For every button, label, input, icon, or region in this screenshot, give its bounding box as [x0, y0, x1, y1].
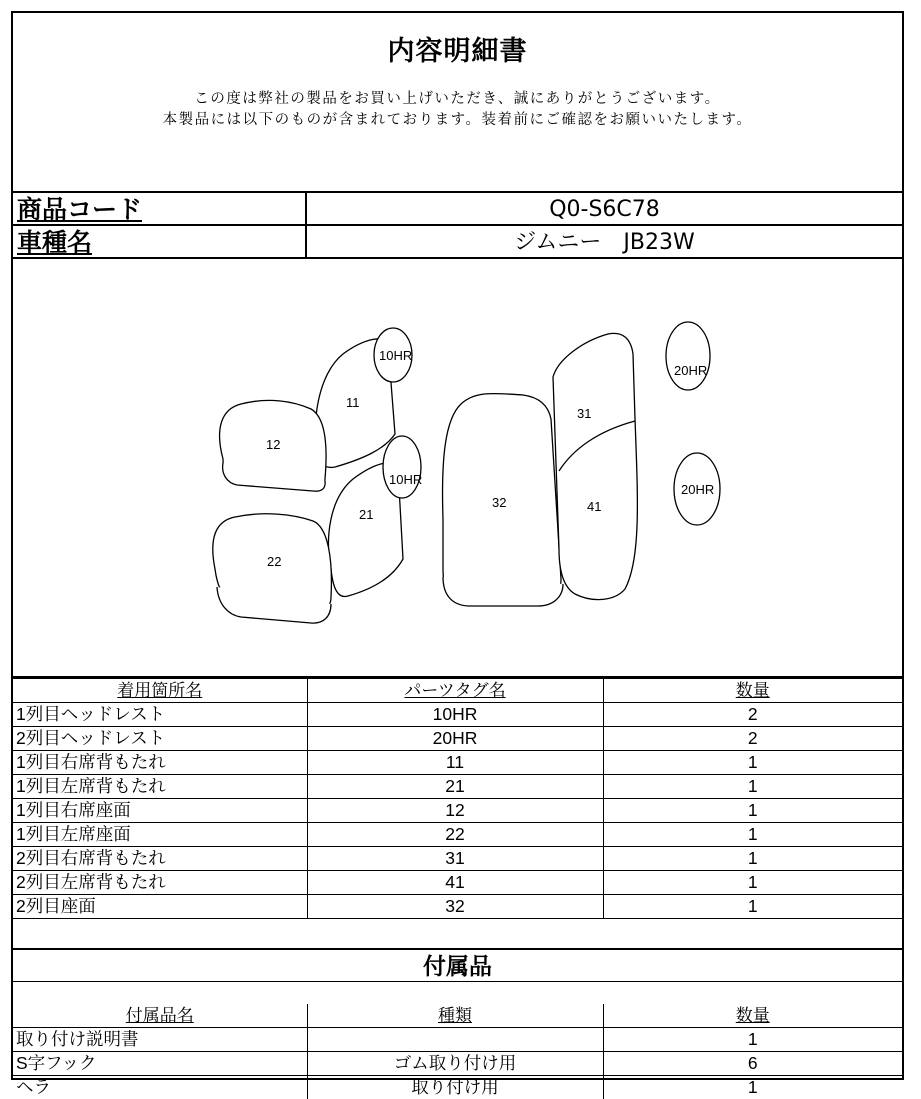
part-qty: 1 — [603, 895, 902, 919]
seat-diagram-svg — [13, 259, 902, 676]
table-row — [13, 895, 902, 919]
accessory-name: ヘラ — [13, 1076, 307, 1099]
part-qty: 1 — [603, 751, 902, 775]
diagram-label-41: 41 — [587, 499, 601, 514]
part-location: 1列目左席背もたれ — [13, 775, 307, 799]
diagram-label-11: 11 — [346, 395, 360, 410]
accessory-qty: 1 — [603, 1028, 902, 1052]
table-row — [13, 1052, 902, 1076]
diagram-label-31: 31 — [577, 406, 591, 421]
accessories-table — [13, 1004, 902, 1099]
part-tag: 10HR — [307, 703, 603, 727]
seat-shape-31-41 — [553, 333, 637, 599]
part-qty: 1 — [603, 871, 902, 895]
table-row — [13, 703, 902, 727]
diagram-label-12: 12 — [266, 437, 280, 452]
seat-diagram — [13, 259, 902, 678]
header-tag: パーツタグ名 — [307, 679, 603, 703]
vehicle-row — [13, 226, 902, 259]
table-row — [13, 823, 902, 847]
accessory-type: 取り付け用 — [307, 1076, 603, 1099]
vehicle-label: 車種名 — [13, 226, 307, 257]
diagram-label-32: 32 — [492, 495, 506, 510]
table-row — [13, 751, 902, 775]
product-code-value: Q0-S6C78 — [307, 193, 902, 224]
header-accessory-name: 付属品名 — [13, 1004, 307, 1028]
part-qty: 2 — [603, 727, 902, 751]
part-tag: 11 — [307, 751, 603, 775]
table-row — [13, 1028, 902, 1052]
part-tag: 21 — [307, 775, 603, 799]
table-row — [13, 847, 902, 871]
table-row — [13, 775, 902, 799]
accessory-type: ゴム取り付け用 — [307, 1052, 603, 1076]
part-qty: 1 — [603, 775, 902, 799]
table-row — [13, 799, 902, 823]
greeting-line-2: 本製品には以下のものが含まれております。装着前にご確認をお願いいたします。 — [13, 108, 902, 129]
part-location: 1列目右席背もたれ — [13, 751, 307, 775]
vehicle-value: ジムニー JB23W — [307, 226, 902, 257]
product-code-row — [13, 193, 902, 226]
parts-table-header — [13, 679, 902, 703]
section-spacer — [13, 928, 902, 950]
diagram-label-20hr-a: 20HR — [674, 363, 707, 378]
part-location: 2列目左席背もたれ — [13, 871, 307, 895]
part-tag: 41 — [307, 871, 603, 895]
table-row — [13, 1076, 902, 1099]
accessory-name: 取り付け説明書 — [13, 1028, 307, 1052]
headrest-shape-20hr-a — [666, 322, 710, 390]
accessory-qty: 1 — [603, 1076, 902, 1099]
part-tag: 22 — [307, 823, 603, 847]
part-tag: 12 — [307, 799, 603, 823]
part-location: 2列目右席背もたれ — [13, 847, 307, 871]
header-location: 着用箇所名 — [13, 679, 307, 703]
accessories-table-header — [13, 1004, 902, 1028]
table-row — [13, 727, 902, 751]
diagram-label-10hr-a: 10HR — [379, 348, 412, 363]
accessories-title: 付属品 — [13, 950, 902, 982]
part-location: 1列目左席座面 — [13, 823, 307, 847]
part-location: 1列目右席座面 — [13, 799, 307, 823]
parts-table — [13, 678, 902, 919]
diagram-label-22: 22 — [267, 554, 281, 569]
accessory-type — [307, 1028, 603, 1052]
part-tag: 20HR — [307, 727, 603, 751]
accessory-name: S字フック — [13, 1052, 307, 1076]
header-accessory-qty: 数量 — [603, 1004, 902, 1028]
part-tag: 31 — [307, 847, 603, 871]
greeting-line-1: この度は弊社の製品をお買い上げいただき、誠にありがとうございます。 — [13, 87, 902, 108]
part-location: 2列目ヘッドレスト — [13, 727, 307, 751]
header-section — [13, 13, 902, 193]
diagram-label-20hr-b: 20HR — [681, 482, 714, 497]
header-qty: 数量 — [603, 679, 902, 703]
part-location: 1列目ヘッドレスト — [13, 703, 307, 727]
part-tag: 32 — [307, 895, 603, 919]
header-accessory-type: 種類 — [307, 1004, 603, 1028]
diagram-label-10hr-b: 10HR — [389, 472, 422, 487]
table-row — [13, 871, 902, 895]
part-location: 2列目座面 — [13, 895, 307, 919]
part-qty: 2 — [603, 703, 902, 727]
headrest-shape-10hr-b — [383, 436, 421, 498]
part-qty: 1 — [603, 847, 902, 871]
diagram-label-21: 21 — [359, 507, 373, 522]
accessory-qty: 6 — [603, 1052, 902, 1076]
product-code-label: 商品コード — [13, 193, 307, 224]
part-qty: 1 — [603, 823, 902, 847]
contents-sheet — [11, 11, 904, 1080]
part-qty: 1 — [603, 799, 902, 823]
page-title: 内容明細書 — [13, 29, 902, 68]
